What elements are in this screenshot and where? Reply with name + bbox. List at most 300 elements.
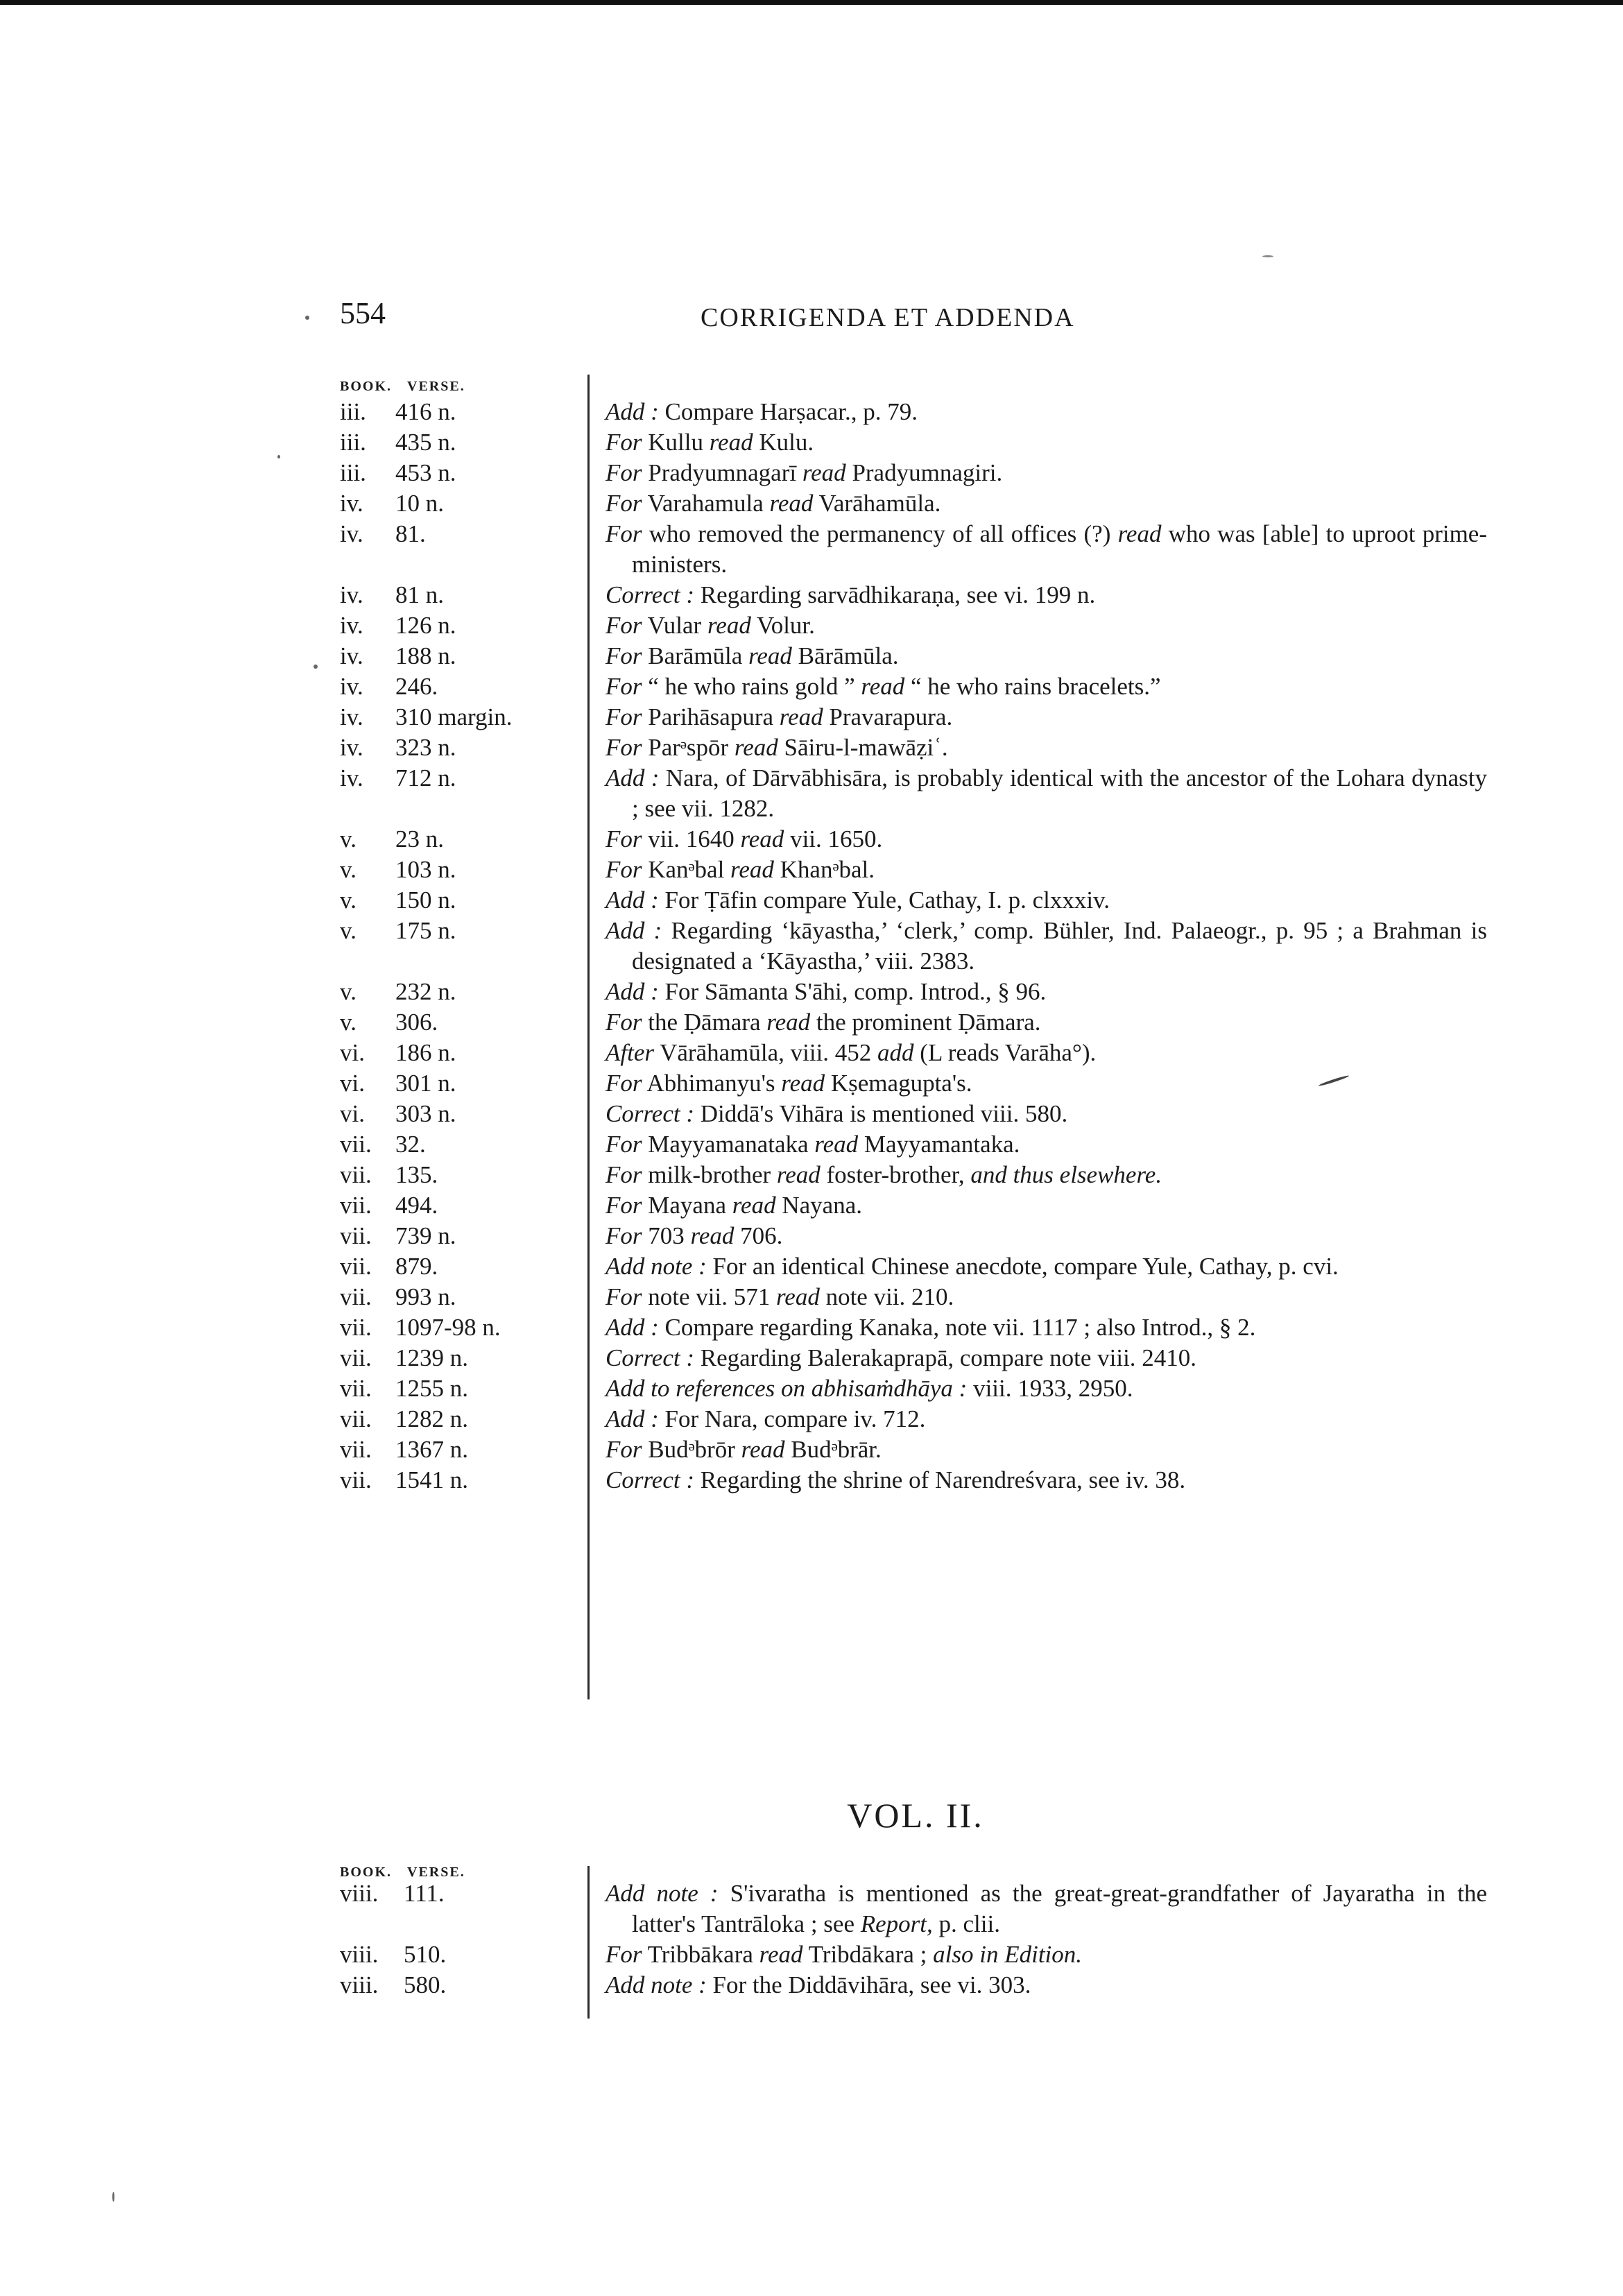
entry-keyword: For	[606, 856, 642, 883]
entry-keyword: read	[732, 1192, 776, 1219]
entry-keyword: Add :	[606, 1314, 659, 1341]
entry-keyword: Correct :	[606, 581, 694, 608]
entry-text: note vii. 571	[642, 1283, 776, 1310]
entry-text: foster-brother,	[820, 1161, 971, 1188]
entry-verse: 879.	[395, 1253, 438, 1280]
entry-keyword: read	[759, 1941, 803, 1968]
entry-verse: 303 n.	[395, 1100, 456, 1127]
entry-note	[606, 1068, 1491, 1099]
entry-keyword: read	[740, 825, 784, 853]
entry-reference	[340, 1434, 606, 1465]
entry-text: (L reads Varāha°).	[913, 1039, 1097, 1066]
entry-text: “ he who rains bracelets.”	[904, 673, 1161, 700]
entry-text: Mayyamanataka	[642, 1131, 815, 1158]
entry-keyword: read	[779, 703, 823, 730]
entry-text: Kulu.	[753, 429, 814, 456]
entry-note	[606, 427, 1491, 458]
entry-note	[606, 1312, 1491, 1343]
entry-keyword: and thus elsewhere.	[970, 1161, 1162, 1188]
entry-keyword: For	[606, 612, 642, 639]
entry-row	[340, 1434, 1491, 1465]
entry-book: vii.	[340, 1222, 372, 1249]
entry-verse: 453 n.	[395, 459, 456, 486]
entry-note	[606, 702, 1491, 733]
entry-book: iii.	[340, 429, 366, 456]
entry-row	[340, 1465, 1491, 1496]
entry-note	[606, 977, 1491, 1007]
entry-book: viii.	[340, 1880, 379, 1907]
entry-text: Mayana	[642, 1192, 732, 1219]
entry-text: S'ivaratha is mentioned as the great-great-grandfather of Jayaratha in the latter's Tantrāloka ; see	[632, 1880, 1488, 1937]
entry-keyword: For	[606, 673, 642, 700]
entry-text: 703	[642, 1222, 691, 1249]
entry-book: vii.	[340, 1161, 372, 1188]
entry-note	[606, 855, 1491, 885]
entry-reference	[340, 1343, 606, 1373]
entry-keyword: read	[781, 1070, 825, 1097]
entry-reference	[340, 427, 606, 458]
entry-text: Abhimanyu's	[642, 1070, 782, 1097]
entry-row	[340, 1190, 1491, 1221]
entry-keyword: read	[861, 673, 905, 700]
entry-keyword: For	[606, 1131, 642, 1158]
entry-text: vii. 1650.	[784, 825, 883, 853]
entry-note	[606, 397, 1491, 427]
entry-note	[606, 1282, 1491, 1312]
entry-text: Compare Harṣacar., p. 79.	[658, 398, 918, 425]
entry-text: Compare regarding Kanaka, note vii. 1117 ; also Introd., § 2.	[658, 1314, 1256, 1341]
entry-row	[340, 855, 1491, 885]
entry-row	[340, 1221, 1491, 1251]
entry-note	[606, 1373, 1491, 1404]
entry-text: Regarding ‘kāyastha,’ ‘clerk,’ comp. Bühler, Ind. Palaeogr., p. 95 ; a Brahman is designated a ‘Kāyastha,’ viii. 2383.	[632, 917, 1487, 975]
entry-keyword: read	[748, 642, 792, 669]
entry-book: v.	[340, 917, 357, 944]
entry-book: vii.	[340, 1466, 372, 1493]
entry-text: For Nara, compare iv. 712.	[658, 1405, 926, 1432]
entry-note	[606, 916, 1491, 977]
entry-note	[606, 1878, 1491, 1939]
entry-reference	[340, 458, 606, 488]
entry-keyword: For	[606, 520, 642, 547]
entry-keyword: read	[690, 1222, 735, 1249]
vol2-entries	[340, 1878, 1491, 2001]
entry-row	[340, 1007, 1491, 1038]
entry-keyword: read	[741, 1436, 785, 1463]
entry-keyword: For	[606, 1070, 642, 1097]
entry-text: who was [able] to uproot prime-ministers.	[632, 520, 1487, 578]
entry-reference	[340, 1038, 606, 1068]
entry-keyword: read	[802, 459, 846, 486]
entry-reference	[340, 1221, 606, 1251]
entry-reference	[340, 1251, 606, 1282]
entry-text: the prominent Ḍāmara.	[810, 1009, 1041, 1036]
entry-note	[606, 1939, 1491, 1970]
entry-verse: 81 n.	[395, 581, 444, 608]
entry-note	[606, 1970, 1491, 2001]
entry-verse: 580.	[404, 1971, 447, 1998]
entry-note	[606, 1129, 1491, 1160]
entry-keyword: For	[606, 490, 642, 517]
entry-verse: 1255 n.	[395, 1375, 468, 1402]
entry-text: Vular	[642, 612, 707, 639]
entry-reference	[340, 824, 606, 855]
entry-verse: 494.	[395, 1192, 438, 1219]
entry-text: Volur.	[750, 612, 815, 639]
entry-keyword: For	[606, 459, 642, 486]
entry-reference	[340, 397, 606, 427]
entry-keyword: read	[730, 856, 774, 883]
entry-verse: 135.	[395, 1161, 438, 1188]
entry-row	[340, 1373, 1491, 1404]
entry-keyword: For	[606, 1283, 642, 1310]
entry-note	[606, 1343, 1491, 1373]
entry-keyword: Add :	[606, 978, 659, 1005]
entry-verse: 301 n.	[395, 1070, 456, 1097]
entry-note	[606, 1038, 1491, 1068]
entry-note	[606, 1099, 1491, 1129]
entry-text: Pradyumnagarī	[642, 459, 802, 486]
entry-row	[340, 733, 1491, 763]
entry-keyword: Add to references on abhisaṁdhāya :	[606, 1375, 968, 1402]
entry-keyword: read	[707, 612, 751, 639]
entry-verse: 1097-98 n.	[395, 1314, 501, 1341]
entry-book: vii.	[340, 1436, 372, 1463]
entry-note	[606, 733, 1491, 763]
entry-book: iv.	[340, 734, 363, 761]
entry-row	[340, 458, 1491, 488]
entry-reference	[340, 1068, 606, 1099]
entry-row	[340, 1878, 1491, 1939]
entry-book: vi.	[340, 1100, 365, 1127]
entry-verse: 186 n.	[395, 1039, 456, 1066]
entry-row	[340, 977, 1491, 1007]
entry-reference	[340, 855, 606, 885]
entry-row	[340, 916, 1491, 977]
entry-book: v.	[340, 1009, 357, 1036]
entry-text: milk-brother	[642, 1161, 777, 1188]
entry-reference	[340, 733, 606, 763]
volume-title: VOL. II.	[847, 1796, 984, 1835]
entry-note	[606, 1190, 1491, 1221]
entry-text: Tribdākara ;	[802, 1941, 934, 1968]
column-header-book: BOOK.	[340, 379, 393, 394]
entry-verse: 246.	[395, 673, 438, 700]
entry-book: vii.	[340, 1253, 372, 1280]
entry-book: iv.	[340, 520, 363, 547]
entry-row	[340, 1099, 1491, 1129]
entry-note	[606, 610, 1491, 641]
entry-reference	[340, 916, 606, 946]
column-header-verse: VERSE.	[407, 379, 465, 394]
entry-text: Barāmūla	[642, 642, 749, 669]
entry-verse: 712 n.	[395, 764, 456, 791]
entry-verse: 103 n.	[395, 856, 456, 883]
entry-reference	[340, 885, 606, 916]
entry-keyword: Add note :	[606, 1880, 719, 1907]
entry-keyword: For	[606, 1192, 642, 1219]
entry-text: Budᵊbrōr	[642, 1436, 741, 1463]
entry-verse: 1367 n.	[395, 1436, 468, 1463]
entry-text: who removed the permanency of all offices (?)	[642, 520, 1118, 547]
entry-keyword: For	[606, 429, 642, 456]
entry-reference	[340, 1190, 606, 1221]
entry-verse: 188 n.	[395, 642, 456, 669]
entry-keyword: For	[606, 703, 642, 730]
entry-verse: 23 n.	[395, 825, 444, 853]
entry-row	[340, 641, 1491, 671]
entry-book: viii.	[340, 1971, 379, 1998]
entry-verse: 232 n.	[395, 978, 456, 1005]
entry-text: Varāhamūla.	[813, 490, 941, 517]
entry-keyword: also in Edition.	[933, 1941, 1083, 1968]
entry-reference	[340, 1878, 606, 1909]
entry-row	[340, 824, 1491, 855]
entry-book: v.	[340, 978, 357, 1005]
entry-keyword: read	[814, 1131, 859, 1158]
entry-text: 706.	[734, 1222, 783, 1249]
entry-book: v.	[340, 825, 357, 853]
entry-text: Vārāhamūla, viii. 452	[653, 1039, 878, 1066]
entry-reference	[340, 977, 606, 1007]
entry-reference	[340, 1099, 606, 1129]
entry-row	[340, 885, 1491, 916]
entry-text: Kanᵊbal	[642, 856, 731, 883]
entry-reference	[340, 1404, 606, 1434]
entry-reference	[340, 580, 606, 610]
entry-row	[340, 610, 1491, 641]
entry-text: Parihāsapura	[642, 703, 780, 730]
column-header-verse: VERSE.	[407, 1865, 465, 1880]
entry-reference	[340, 1160, 606, 1190]
entry-keyword: After	[606, 1039, 654, 1066]
entry-row	[340, 1404, 1491, 1434]
entry-keyword: read	[709, 429, 753, 456]
entry-verse: 1239 n.	[395, 1344, 468, 1371]
entry-row	[340, 488, 1491, 519]
entry-text: Tribbākara	[642, 1941, 759, 1968]
entry-note	[606, 671, 1491, 702]
entry-keyword: For	[606, 825, 642, 853]
entry-book: vi.	[340, 1039, 365, 1066]
entry-row	[340, 1038, 1491, 1068]
entry-keyword: read	[775, 1283, 820, 1310]
entry-keyword: Add :	[606, 917, 662, 944]
entry-note	[606, 1251, 1491, 1282]
entry-text: Khanᵊbal.	[773, 856, 875, 883]
entry-keyword: Correct :	[606, 1466, 694, 1493]
entry-book: vii.	[340, 1131, 372, 1158]
entry-keyword: add	[877, 1039, 914, 1066]
entry-reference	[340, 610, 606, 641]
entry-note	[606, 763, 1491, 824]
entry-keyword: For	[606, 1436, 642, 1463]
entry-verse: 1541 n.	[395, 1466, 468, 1493]
entry-note	[606, 488, 1491, 519]
entry-verse: 1282 n.	[395, 1405, 468, 1432]
entry-text: Diddā's Vihāra is mentioned viii. 580.	[694, 1100, 1068, 1127]
entry-text: Budᵊbrār.	[784, 1436, 882, 1463]
entry-reference	[340, 1465, 606, 1496]
scan-speck	[314, 665, 318, 669]
entry-keyword: For	[606, 734, 642, 761]
entry-row	[340, 427, 1491, 458]
entry-text: Regarding sarvādhikaraṇa, see vi. 199 n.	[694, 581, 1096, 608]
entry-text: Kullu	[642, 429, 710, 456]
entry-text: Parᵊspōr	[642, 734, 735, 761]
entry-row	[340, 1251, 1491, 1282]
entry-book: iv.	[340, 490, 363, 517]
entry-text: viii. 1933, 2950.	[967, 1375, 1133, 1402]
entry-reference	[340, 641, 606, 671]
entry-row	[340, 1129, 1491, 1160]
scan-speck	[112, 2192, 114, 2202]
entry-text: note vii. 210.	[819, 1283, 954, 1310]
entry-row	[340, 1939, 1491, 1970]
entry-note	[606, 1160, 1491, 1190]
entry-note	[606, 458, 1491, 488]
entry-keyword: Add note :	[606, 1971, 707, 1998]
entry-note	[606, 641, 1491, 671]
entry-text: p. clii.	[932, 1910, 1000, 1937]
entry-keyword: Correct :	[606, 1344, 694, 1371]
entry-reference	[340, 1282, 606, 1312]
entry-text: Nara, of Dārvābhisāra, is probably identical with the ancestor of the Lohara dynasty ; see vii. 1282.	[632, 764, 1487, 822]
entry-text: vii. 1640	[642, 825, 741, 853]
entry-reference	[340, 671, 606, 702]
entry-verse: 510.	[404, 1941, 447, 1968]
entry-book: iv.	[340, 581, 363, 608]
entry-book: v.	[340, 856, 357, 883]
entry-verse: 32.	[395, 1131, 426, 1158]
entry-reference	[340, 1939, 606, 1970]
entry-book: iv.	[340, 703, 363, 730]
entry-text: the Ḍāmara	[642, 1009, 767, 1036]
entry-note	[606, 519, 1491, 580]
entry-row	[340, 763, 1491, 824]
entry-row	[340, 519, 1491, 580]
entry-book: iii.	[340, 398, 366, 425]
entry-text: Kṣemagupta's.	[825, 1070, 972, 1097]
entry-reference	[340, 763, 606, 794]
entry-note	[606, 824, 1491, 855]
entry-keyword: Add note :	[606, 1253, 707, 1280]
entry-book: vi.	[340, 1070, 365, 1097]
entry-row	[340, 1343, 1491, 1373]
entry-row	[340, 397, 1491, 427]
entry-keyword: For	[606, 642, 642, 669]
entry-reference	[340, 1312, 606, 1343]
entry-book: vii.	[340, 1192, 372, 1219]
entry-verse: 126 n.	[395, 612, 456, 639]
entry-keyword: read	[766, 1009, 811, 1036]
entry-row	[340, 1312, 1491, 1343]
entry-keyword: read	[776, 1161, 821, 1188]
entry-text: For Sāmanta S'āhi, comp. Introd., § 96.	[658, 978, 1047, 1005]
entry-note	[606, 885, 1491, 916]
entry-book: iv.	[340, 642, 363, 669]
entry-verse: 81.	[395, 520, 426, 547]
entry-text: For Ṭāfin compare Yule, Cathay, I. p. clxxxiv.	[658, 886, 1110, 914]
entry-keyword: For	[606, 1161, 642, 1188]
entry-book: vii.	[340, 1375, 372, 1402]
entry-note	[606, 1404, 1491, 1434]
scan-speck	[305, 316, 309, 320]
entry-text: For the Diddāvihāra, see vi. 303.	[706, 1971, 1031, 1998]
entry-verse: 175 n.	[395, 917, 456, 944]
entry-book: viii.	[340, 1941, 379, 1968]
entry-book: vii.	[340, 1283, 372, 1310]
entry-book: vii.	[340, 1405, 372, 1432]
entry-verse: 323 n.	[395, 734, 456, 761]
running-head: CORRIGENDA ET ADDENDA	[701, 303, 1075, 332]
entry-book: iv.	[340, 673, 363, 700]
column-header-book: BOOK.	[340, 1865, 393, 1880]
entry-row	[340, 1970, 1491, 2001]
entry-reference	[340, 702, 606, 733]
entry-text: Nayana.	[775, 1192, 862, 1219]
entry-text: For an identical Chinese anecdote, compare Yule, Cathay, p. cvi.	[706, 1253, 1339, 1280]
entry-text: Mayyamantaka.	[858, 1131, 1020, 1158]
entry-text: Pradyumnagiri.	[845, 459, 1003, 486]
entry-verse: 435 n.	[395, 429, 456, 456]
scan-speck	[1262, 255, 1273, 257]
entry-text: Regarding the shrine of Narendreśvara, see iv. 38.	[694, 1466, 1186, 1493]
entry-book: v.	[340, 886, 357, 914]
entry-row	[340, 1068, 1491, 1099]
entry-verse: 10 n.	[395, 490, 444, 517]
entry-verse: 416 n.	[395, 398, 456, 425]
entry-book: iv.	[340, 612, 363, 639]
entry-keyword: Add :	[606, 1405, 659, 1432]
entry-book: iv.	[340, 764, 363, 791]
entry-text: Bārāmūla.	[791, 642, 899, 669]
entry-reference	[340, 1007, 606, 1038]
entry-note	[606, 1221, 1491, 1251]
entry-row	[340, 702, 1491, 733]
entry-row	[340, 671, 1491, 702]
entry-verse: 993 n.	[395, 1283, 456, 1310]
entry-reference	[340, 519, 606, 549]
volume-heading	[0, 1795, 1623, 1835]
entry-verse: 150 n.	[395, 886, 456, 914]
entry-keyword: read	[1117, 520, 1162, 547]
vol1-entries	[340, 397, 1491, 1496]
entry-reference	[340, 1129, 606, 1160]
entry-reference	[340, 1970, 606, 2001]
entry-row	[340, 1282, 1491, 1312]
entry-book: vii.	[340, 1344, 372, 1371]
entry-note	[606, 580, 1491, 610]
entry-keyword: For	[606, 1009, 642, 1036]
entry-keyword: For	[606, 1222, 642, 1249]
entry-note	[606, 1007, 1491, 1038]
entry-verse: 739 n.	[395, 1222, 456, 1249]
entry-text: Varahamula	[642, 490, 770, 517]
entry-keyword: Correct :	[606, 1100, 694, 1127]
top-border	[0, 0, 1623, 5]
entry-book: vii.	[340, 1314, 372, 1341]
entry-row	[340, 580, 1491, 610]
entry-keyword: read	[769, 490, 814, 517]
entry-keyword: read	[734, 734, 778, 761]
entry-keyword: Report,	[860, 1910, 933, 1937]
entry-row	[340, 1160, 1491, 1190]
entry-reference	[340, 488, 606, 519]
entry-keyword: For	[606, 1941, 642, 1968]
page-number: 554	[340, 296, 386, 330]
entry-verse: 306.	[395, 1009, 438, 1036]
